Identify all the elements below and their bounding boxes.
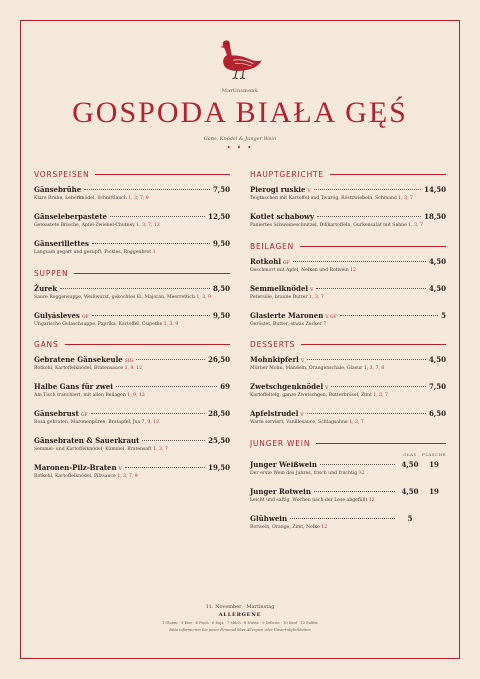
menu-item-price: 18,50 xyxy=(424,211,446,221)
dotted-leader xyxy=(317,216,421,217)
menu-item xyxy=(34,311,230,329)
allergen-codes: 7, 9, 12 xyxy=(141,420,160,426)
menu-item-description xyxy=(250,322,446,329)
wine-item xyxy=(250,460,446,478)
menu-item xyxy=(34,284,230,302)
col-flasche: FLASCHE xyxy=(422,452,447,458)
menu-item-name: Rotkohl GF xyxy=(250,256,290,266)
menu-item-description xyxy=(250,393,446,400)
menu-item-name: Gänseleberpastete xyxy=(34,211,107,221)
menu-item-description xyxy=(250,420,446,427)
menu-item-description xyxy=(34,393,230,400)
menu-item-description xyxy=(250,268,446,275)
menu-item-row xyxy=(34,463,230,472)
section-title: SUPPEN xyxy=(34,268,69,278)
menu-item-name: Mohnkipferl V xyxy=(250,355,305,365)
menu-item xyxy=(250,185,446,203)
menu-item-description xyxy=(250,223,446,230)
goose-icon xyxy=(215,32,265,82)
section-title: HAUPTGERICHTE xyxy=(250,170,324,179)
menu-item-description xyxy=(34,447,230,454)
wine-item-row xyxy=(250,487,446,496)
left-column xyxy=(34,170,230,493)
menu-item xyxy=(250,409,446,427)
menu-item xyxy=(250,311,446,329)
menu-item-row xyxy=(34,382,230,391)
diet-tag: GF xyxy=(283,260,290,266)
dotted-leader xyxy=(142,440,205,441)
dotted-leader xyxy=(92,315,210,316)
menu-item-name: Halbe Gans für zwei xyxy=(34,382,113,392)
menu-item-name: Gulyásleves GF xyxy=(34,310,89,320)
menu-item-price: 4,50 xyxy=(428,283,446,293)
section-title: BEILAGEN xyxy=(250,241,295,251)
menu-item-name: Apfelstrudel V xyxy=(250,409,304,419)
allergen-codes: 1, 3, 7, 12 xyxy=(136,222,160,228)
description-text: Warm serviert, Vanillesauce, Schlagsahne xyxy=(250,420,350,426)
wine-description xyxy=(250,525,446,532)
menu-item-description xyxy=(34,420,230,427)
dotted-leader xyxy=(340,315,438,316)
menu-item-name: Gänsebraten & Sauerkraut xyxy=(34,436,140,446)
menu-item-price: 14,50 xyxy=(424,185,446,194)
description-text: Geschmort mit Apfel, Nelken und Rotwein xyxy=(250,267,351,273)
menu-item-name: Maronen-Pilz-Braten V xyxy=(34,463,122,473)
menu-footer xyxy=(30,604,450,632)
description-text: Saure Roggensuppe, Weißwurst, gekochtes Ei, Majoran, Meerrettich xyxy=(34,294,197,300)
wine-name: Junger Rotwein xyxy=(250,487,311,497)
description-text: Getoastete Brioche, Apfel-Zwiebel-Chutney xyxy=(34,222,137,228)
menu-item-row xyxy=(250,382,446,391)
allergen-codes: 1, 3, 7, 8 xyxy=(363,366,385,372)
menu-item xyxy=(34,185,230,203)
section-title: DESSERTS xyxy=(250,340,296,350)
allergen-codes: 7 xyxy=(323,321,327,327)
section-rule xyxy=(330,174,446,175)
menu-label: Martinsmenü xyxy=(221,88,259,94)
description-text: Rotkohl, Kartoffelknödel, Pilzsauce xyxy=(34,474,118,480)
description-text: Kartoffelteig, ganze Zwetschgen, Butterbrösel, Zimt xyxy=(250,393,374,399)
dotted-leader xyxy=(314,189,421,190)
allergen-codes: 12 xyxy=(368,498,375,504)
allergen-codes: 1, 3, 7, 9 xyxy=(117,474,138,480)
description-text: Ungarische Gulaschsuppe, Paprika, Kartoffel, Csipetke xyxy=(34,321,164,327)
menu-item-price: 7,50 xyxy=(212,185,230,194)
menu-item xyxy=(34,355,230,373)
wine-price-glas: 5 xyxy=(407,513,413,523)
allergen-codes: 1, 3, 7 xyxy=(373,393,388,399)
dotted-leader xyxy=(293,261,426,262)
col-glas: GLAS xyxy=(403,452,417,458)
menu-item xyxy=(250,212,446,230)
menu-item-description xyxy=(34,322,230,329)
menu-item-price: 69 xyxy=(220,382,230,392)
menu-item-row xyxy=(34,355,230,364)
menu-item-price: 9,50 xyxy=(212,310,230,320)
allergen-codes: 1, 3, 7 xyxy=(309,294,324,300)
dotted-leader xyxy=(314,491,395,492)
dotted-leader xyxy=(307,359,426,360)
allergen-codes: 1, 3, 9 xyxy=(196,294,211,300)
tagline: Gans, Knödel & Junger Wein xyxy=(203,136,277,142)
section-desserts xyxy=(250,340,446,427)
wine-name: Glühwein xyxy=(250,513,288,523)
section-rule xyxy=(300,246,446,247)
section-beilagen xyxy=(250,242,446,329)
menu-item-name: Pierogi ruskie V xyxy=(250,185,311,194)
description-text: Geröstet, Butter, etwas Zucker xyxy=(250,321,324,327)
menu-item-name: Semmelknödel V xyxy=(250,283,314,293)
menu-header xyxy=(0,32,480,152)
menu-item-name: Żurek xyxy=(34,283,58,293)
description-text: Teigtaschen mit Kartoffel und Twaróg, Röstzwiebeln, Schmand xyxy=(250,196,399,201)
menu-item-row xyxy=(250,284,446,293)
wine-item-row xyxy=(250,514,446,523)
menu-item-row xyxy=(34,409,230,418)
menu-item-name: Glasierte Maronen V GF xyxy=(250,310,337,320)
menu-item-price: 4,50 xyxy=(428,256,446,266)
dotted-leader xyxy=(307,413,426,414)
wine-item xyxy=(250,514,446,532)
section-rule xyxy=(301,344,446,345)
menu-item-price: 7,50 xyxy=(428,382,446,392)
section-rule xyxy=(74,273,230,274)
menu-item-row xyxy=(250,185,446,194)
menu-item-row xyxy=(34,311,230,320)
dotted-leader xyxy=(320,464,395,465)
menu-item-description xyxy=(34,196,230,203)
menu-item-name: Zwetschgenknödel V xyxy=(250,382,329,392)
dotted-leader xyxy=(91,413,206,414)
wine-column-headers xyxy=(250,452,446,457)
description-text: Paniertes Schweineschnitzel, Dillkartoffeln, Gurkensalat mit Sahne xyxy=(250,222,409,228)
section-hauptgerichte xyxy=(250,170,446,230)
diet-tag: SIG xyxy=(124,359,134,365)
menu-item-row xyxy=(250,355,446,364)
menu-item-price: 28,50 xyxy=(208,409,230,419)
section-rule xyxy=(65,344,230,345)
menu-item-row xyxy=(34,185,230,194)
dotted-leader xyxy=(110,216,205,217)
dotted-leader xyxy=(116,386,217,387)
allergen-codes: 1, 3, 9 xyxy=(163,321,179,327)
menu-item-row xyxy=(34,436,230,445)
allergen-codes: 12 xyxy=(321,524,328,530)
menu-item-description xyxy=(34,474,230,481)
wine-name: Junger Weißwein xyxy=(250,460,317,470)
menu-item-description xyxy=(34,250,230,257)
wine-item-row xyxy=(250,460,446,469)
menu-item xyxy=(34,212,230,230)
menu-item xyxy=(250,382,446,400)
menu-item xyxy=(250,284,446,302)
menu-item-price: 19,50 xyxy=(208,463,230,473)
description-text: Klare Brühe, Leberknödel, Schnittlauch xyxy=(34,196,129,201)
menu-item xyxy=(250,257,446,275)
menu-item-description xyxy=(250,196,446,203)
menu-item-price: 5 xyxy=(441,310,446,320)
diet-tag: V xyxy=(310,287,314,293)
allergene-note: Bitte informieren Sie unser Personal über Allergien oder Unverträglichkeiten xyxy=(169,628,311,632)
section-title: VORSPEISEN xyxy=(34,170,90,179)
description-text: Rotkohl, Kartoffelknödel, Bratensauce xyxy=(34,366,125,372)
allergen-codes: 1, 3, 7 xyxy=(349,420,364,426)
menu-item-description xyxy=(250,366,446,373)
diet-tag: V xyxy=(307,189,311,194)
menu-item xyxy=(34,463,230,481)
allergen-codes: 1, 9, 12 xyxy=(127,393,145,399)
menu-item-price: 6,50 xyxy=(428,409,446,419)
section-title: JUNGER WEIN xyxy=(250,439,311,449)
menu-item-name: Gänsebrühe xyxy=(34,185,82,194)
menu-item xyxy=(34,382,230,400)
description-text: Langsam gegart und gezupft, Pickles, Roggenbrot xyxy=(34,249,153,255)
menu-item-row xyxy=(250,257,446,266)
description-text: Mürber Mohn, Mandeln, Orangenschale, Glasur xyxy=(250,366,364,372)
dotted-leader xyxy=(331,386,426,387)
menu-item xyxy=(34,409,230,427)
allergen-codes: 1, 9, 12 xyxy=(124,366,143,372)
dotted-leader xyxy=(60,288,210,289)
diet-tag: V xyxy=(300,359,305,365)
menu-item-row xyxy=(34,239,230,248)
allergen-codes: 12 xyxy=(358,471,365,477)
menu-item-name: Kotlet schabowy xyxy=(250,211,315,221)
diet-tag: V GF xyxy=(325,314,337,320)
menu-item-price: 25,50 xyxy=(208,436,230,446)
decorative-dots: • • • xyxy=(226,144,254,152)
diet-tag: V xyxy=(325,386,329,392)
diet-tag: GF xyxy=(81,314,89,320)
description-text: Petersilie, braune Butter xyxy=(250,294,310,300)
menu-item xyxy=(250,355,446,373)
footer-date: 11. November · Martinstag xyxy=(205,604,275,610)
menu-item-price: 4,50 xyxy=(428,355,446,365)
menu-item-price: 26,50 xyxy=(208,355,230,365)
menu-item-price: 8,50 xyxy=(212,283,230,293)
wine-price-glas: 4,50 xyxy=(401,460,419,470)
dotted-leader xyxy=(136,359,205,360)
description-text: Am Tisch tranchiert, mit allen Beilagen xyxy=(34,393,128,399)
wine-description xyxy=(250,498,446,505)
section-rule xyxy=(316,443,446,444)
menu-item-description xyxy=(34,366,230,373)
menu-item-description xyxy=(250,295,446,302)
dotted-leader xyxy=(125,467,205,468)
dotted-leader xyxy=(84,189,210,190)
menu-item-name: Gebratene Gänsekeule SIG xyxy=(34,355,134,365)
allergen-codes: 1, 3, 7 xyxy=(153,447,168,453)
description-text: Der erste Wein des Jahres, frisch und fruchtig xyxy=(250,471,359,477)
section-suppen xyxy=(34,269,230,329)
menu-item-row xyxy=(250,212,446,221)
right-column xyxy=(250,170,446,544)
allergen-codes: 1, 3, 7 xyxy=(408,222,423,228)
wine-description xyxy=(250,471,446,478)
section-junger-wein xyxy=(250,439,446,532)
menu-item xyxy=(34,436,230,454)
diet-tag: V xyxy=(118,467,122,473)
menu-item-description xyxy=(34,223,230,230)
diet-tag: GF xyxy=(80,413,88,419)
menu-item-description xyxy=(34,295,230,302)
menu-item-price: 12,50 xyxy=(208,211,230,221)
menu-item-name: Gänsebrust GF xyxy=(34,409,88,419)
allergen-codes: 1 xyxy=(152,249,156,255)
description-text: Rotwein, Orange, Zimt, Nelke xyxy=(250,524,322,530)
wine-price-flasche: 19 xyxy=(429,487,439,497)
menu-item-row xyxy=(34,284,230,293)
wine-item xyxy=(250,487,446,505)
dotted-leader xyxy=(316,288,426,289)
wine-price-flasche: 19 xyxy=(429,460,439,470)
description-text: Rosa gebraten, Maronenpüree, Bratapfel, Jus xyxy=(34,420,142,426)
description-text: Leicht und saftig, Wochen nach der Lese abgefüllt xyxy=(250,498,369,504)
diet-tag: V xyxy=(300,413,304,419)
menu-item-name: Gänserillettes xyxy=(34,238,89,248)
allergene-title: ALLERGENE xyxy=(218,612,262,618)
dotted-leader xyxy=(290,518,395,519)
dotted-leader xyxy=(92,243,210,244)
allergen-codes: 12 xyxy=(350,267,357,273)
section-vorspeisen xyxy=(34,170,230,257)
menu-item-price: 9,50 xyxy=(212,238,230,248)
menu-item xyxy=(34,239,230,257)
allergen-codes: 1, 3, 7, 9 xyxy=(128,196,149,201)
allergen-codes: 1, 3, 7 xyxy=(398,196,413,201)
page-title: GOSPODA BIAŁA GĘŚ xyxy=(72,96,408,129)
menu-item-row xyxy=(250,409,446,418)
section-rule xyxy=(95,174,230,175)
section-gans xyxy=(34,340,230,480)
menu-item-row xyxy=(34,212,230,221)
wine-price-glas: 4,50 xyxy=(401,487,419,497)
allergene-list: 1 Gluten · 3 Eier · 4 Fisch · 6 Soja · 7 Milch · 8 Nüsse · 9 Sellerie · 10 Senf · 12 Sulfite xyxy=(161,621,319,625)
section-title: GANS xyxy=(34,340,59,350)
menu-item-row xyxy=(250,311,446,320)
description-text: Semmel- und Kartoffelknödel, Kümmel, Bratensaft xyxy=(34,447,154,453)
